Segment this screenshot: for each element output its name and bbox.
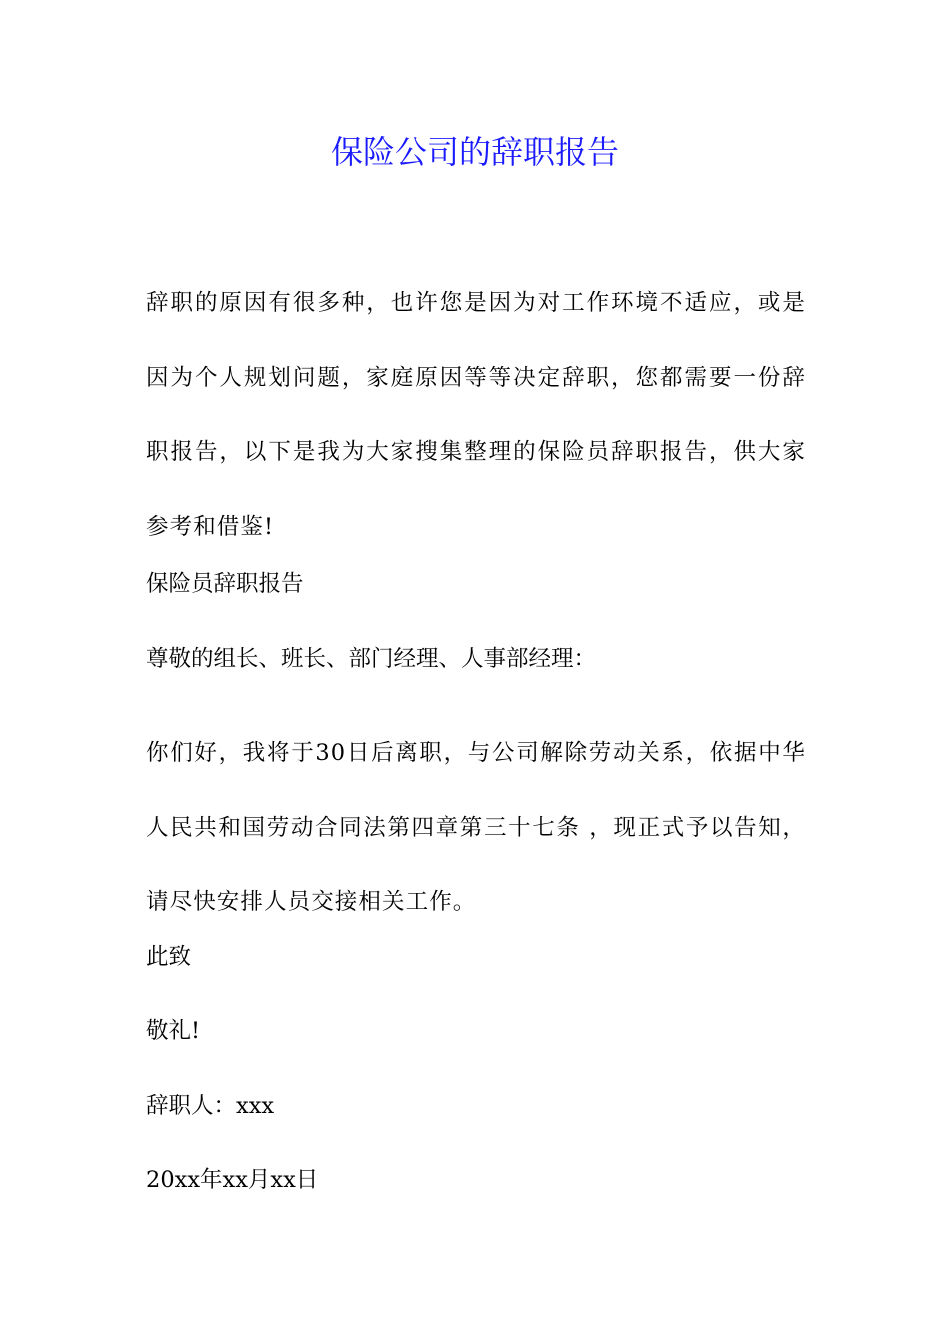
letter-heading: 保险员辞职报告 xyxy=(146,571,304,597)
closing-line-2: 敬礼! xyxy=(146,1018,201,1044)
closing-line-1: 此致 xyxy=(146,944,192,970)
date: 20xx年xx月xx日 xyxy=(146,1167,319,1193)
intro-paragraph: 辞职的原因有很多种，也许您是因为对工作环境不适应，或是因为个人规划问题，家庭原因等等决定辞职，您都需要一份辞职报告，以下是我为大家搜集整理的保险员辞职报告，供大家参考和借鉴! xyxy=(146,290,806,540)
salutation: 尊敬的组长、班长、部门经理、人事部经理： xyxy=(146,646,597,672)
document-title: 保险公司的辞职报告 xyxy=(330,133,619,171)
letter-body: 你们好，我将于30日后离职，与公司解除劳动关系，依据中华人民共和国劳动合同法第四章第三十七条 ，现正式予以告知，请尽快安排人员交接相关工作。 xyxy=(146,740,806,916)
signature: 辞职人：xxx xyxy=(146,1093,275,1119)
